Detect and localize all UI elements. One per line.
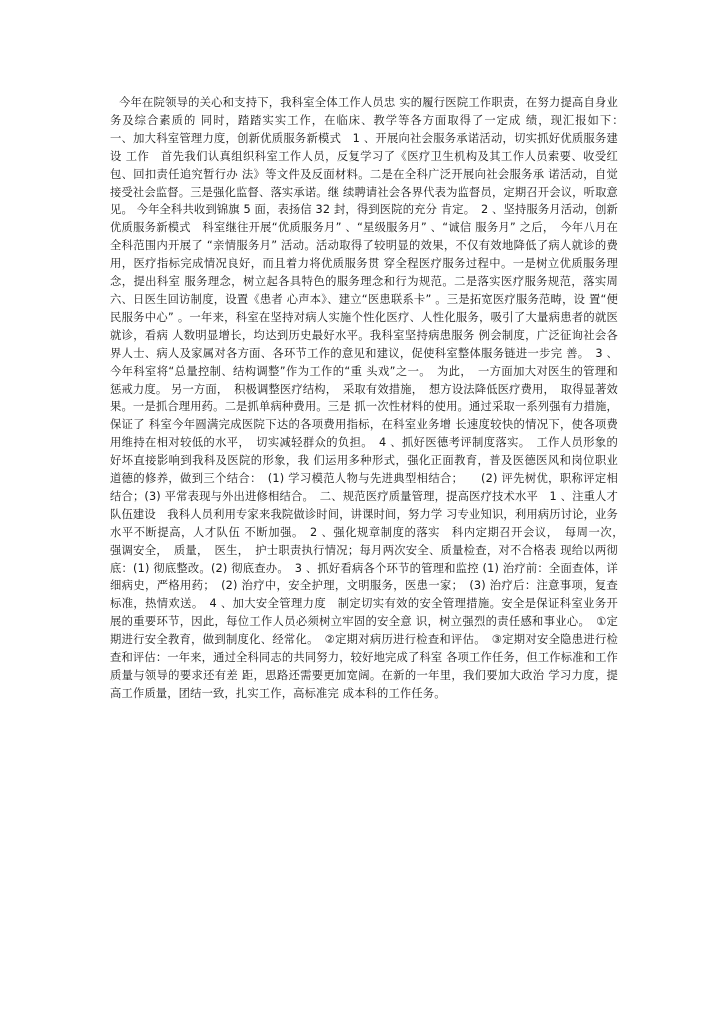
document-body-text: 今年在院领导的关心和支持下，我科室全体工作人员忠 实的履行医院工作职责，在努力提高自身业务及综合素质的 同时，踏踏实实工作，在临床、教学等各方面取得了一定成 绩，现汇报如下： 一、加大科室管理力度，创新优质服务新模式 1 、开展向社会服务承诺活动，切实抓好优质服务建设 工作 首先我们认真组织科室工作人员，反复学习了《医疗卫生机构及其工作人员索要、收受红包、回扣责任追究暂行办 法》等文件及反面材料。二是在全科广泛开展向社会服务承 诺活动，自觉接受社会监督。三是强化监督、落实承诺。继 续聘请社会各界代表为监督员，定期召开会议，听取意见。 今年全科共收到锦旗 5 面，表扬信 32 封，得到医院的充分 肯定。 2 、坚持服务月活动，创新优质服务新模式 科室继往开展“优质服务月” 、“星级服务月” 、“诚信 服务月” 之后， 今年八月在全科范围内开展了 “亲情服务月” 活动。活动取得了较明显的效果，不仅有效地降低了病人就诊的费用，医疗指标完成情况良好，而且着力将优质服务贯 穿全程医疗服务过程中。一是树立优质服务理念，提出科室 服务理念，树立起各具特色的服务理念和行为规范。二是落实医疗服务规范，落实周六、日医生回访制度，设置《患者 心声本》、建立“医患联系卡” 。三是拓宽医疗服务范畴，设 置“便民服务中心” 。一年来，科室在坚持对病人实施个性化医疗、人性化服务，吸引了大量病患者的就医就诊，看病 人数明显增长，均达到历史最好水平。我科室坚持病患服务 例会制度，广泛征询社会各界人士、病人及家属对各方面、各环节工作的意见和建议，促使科室整体服务链进一步完 善。 3 、今年科室将“总量控制、结构调整”作为工作的“重 头戏”之一。 为此， 一方面加大对医生的管理和惩戒力度。 另一方面， 积极调整医疗结构， 采取有效措施， 想方设法降低医疗费用， 取得显著效果。一是抓合理用药。二是抓单病种费用。三是 抓一次性材料的使用。通过采取一系列强有力措施，保证了 科室今年圆满完成医院下达的各项费用指标，在科室业务增 长速度较快的情况下，使各项费用维持在相对较低的水平， 切实减轻群众的负担。 4 、抓好医德考评制度落实。 工作人员形象的好坏直接影响到我科及医院的形象，我 们运用多种形式，强化正面教育，普及医德医风和岗位职业 道德的修养，做到三个结合： (1) 学习模范人物与先进典型相结合； (2) 评先树优，职称评定相结合；(3) 平常表现与外出进修相结合。 二、规范医疗质量管理，提高医疗技术水平 1 、注重人才队伍建设 我科人员利用专家来我院做诊时间，讲课时间，努力学 习专业知识，利用病历讨论，业务水平不断提高，人才队伍 不断加强。 2 、强化规章制度的落实 科内定期召开会议， 每周一次， 强调安全， 质量， 医生， 护士职责执行情况；每月两次安全、质量检查，对不合格表 现给以两彻底：(1) 彻底整改。(2) 彻底查办。 3 、抓好看病各个环节的管理和监控 (1) 治疗前：全面查体，详细病史，严格用药； (2) 治疗中，安全护理，文明服务，医患一家； (3) 治疗后：注意事项，复查标准，热情欢送。 4 、加大安全管理力度 制定切实有效的安全管理措施。安全是保证科室业务开 展的重要环节，因此，每位工作人员必须树立牢固的安全意 识，树立强烈的责任感和事业心。 ①定期进行安全教育，做到制度化、经常化。 ②定期对病历进行检查和评估。 ③定期对安全隐患进行检查和评估：一年来，通过全科同志的共同努力，较好地完成了科室 各项工作任务，但工作标准和工作质量与领导的要求还有差 距，思路还需要更加宽阔。在新的一年里，我们要加大政治 学习力度，提高工作质量，团结一致，扎实工作，高标准完 成本科的工作任务。 <box>110 96 641 700</box>
